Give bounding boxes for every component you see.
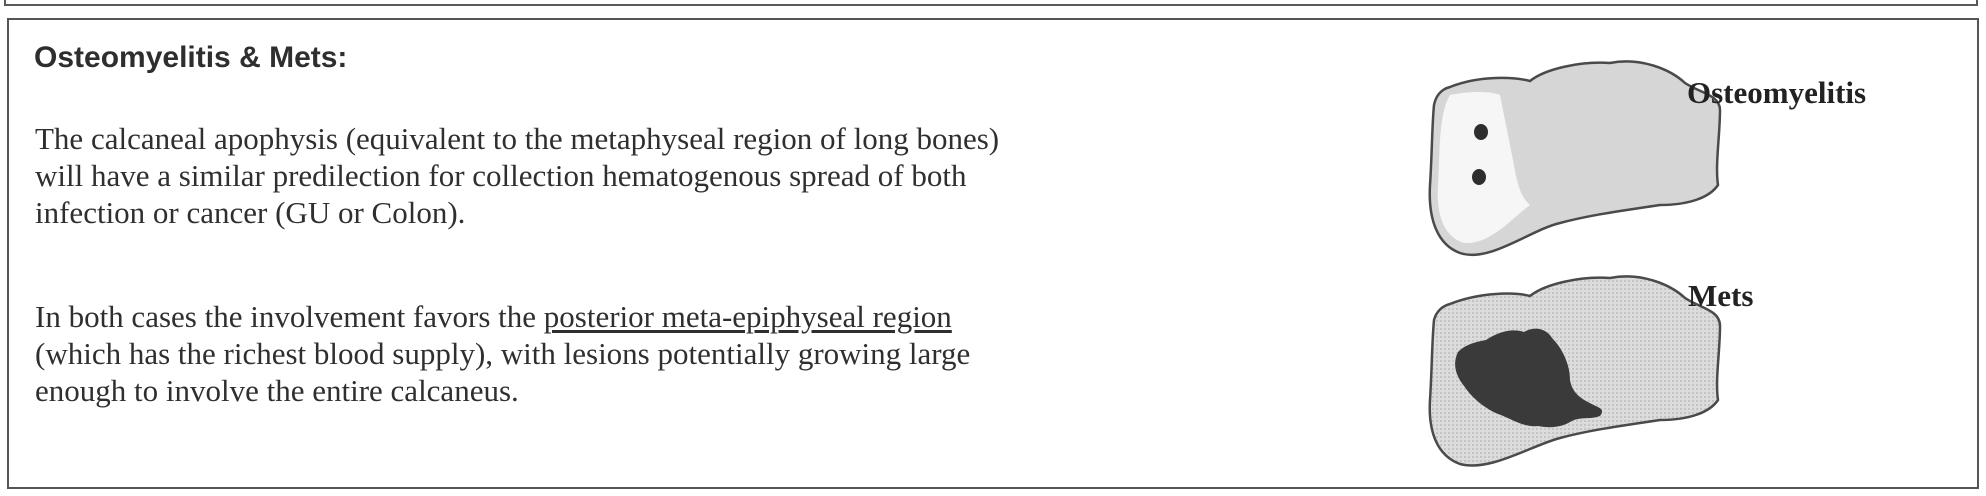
- previous-panel-border: [4, 0, 1978, 6]
- underlined-term: posterior meta-epiphyseal region: [543, 299, 952, 334]
- paragraph-line: will have a similar predilection for collection hematogenous spread of both: [35, 158, 967, 193]
- paragraph-apophysis: [35, 120, 1415, 231]
- paragraph-line: [35, 298, 1415, 335]
- paragraph-line: enough to involve the entire calcaneus.: [35, 373, 519, 408]
- osteomyelitis-figure-label: Osteomyelitis: [1687, 75, 1867, 110]
- lesion-spot: [1474, 124, 1488, 140]
- paragraph-line: infection or cancer (GU or Colon).: [35, 195, 466, 230]
- paragraph-line: The calcaneal apophysis (equivalent to the metaphyseal region of long bones): [35, 121, 1000, 156]
- paragraph-involvement: [35, 298, 1415, 409]
- paragraph-line: (which has the richest blood supply), with lesions potentially growing large: [35, 336, 971, 371]
- paragraph-text: In both cases the involvement favors the: [35, 299, 544, 334]
- lesion-spot: [1472, 169, 1486, 185]
- mets-figure-label: Mets: [1688, 278, 1754, 313]
- section-heading: Osteomyelitis & Mets:: [34, 41, 348, 74]
